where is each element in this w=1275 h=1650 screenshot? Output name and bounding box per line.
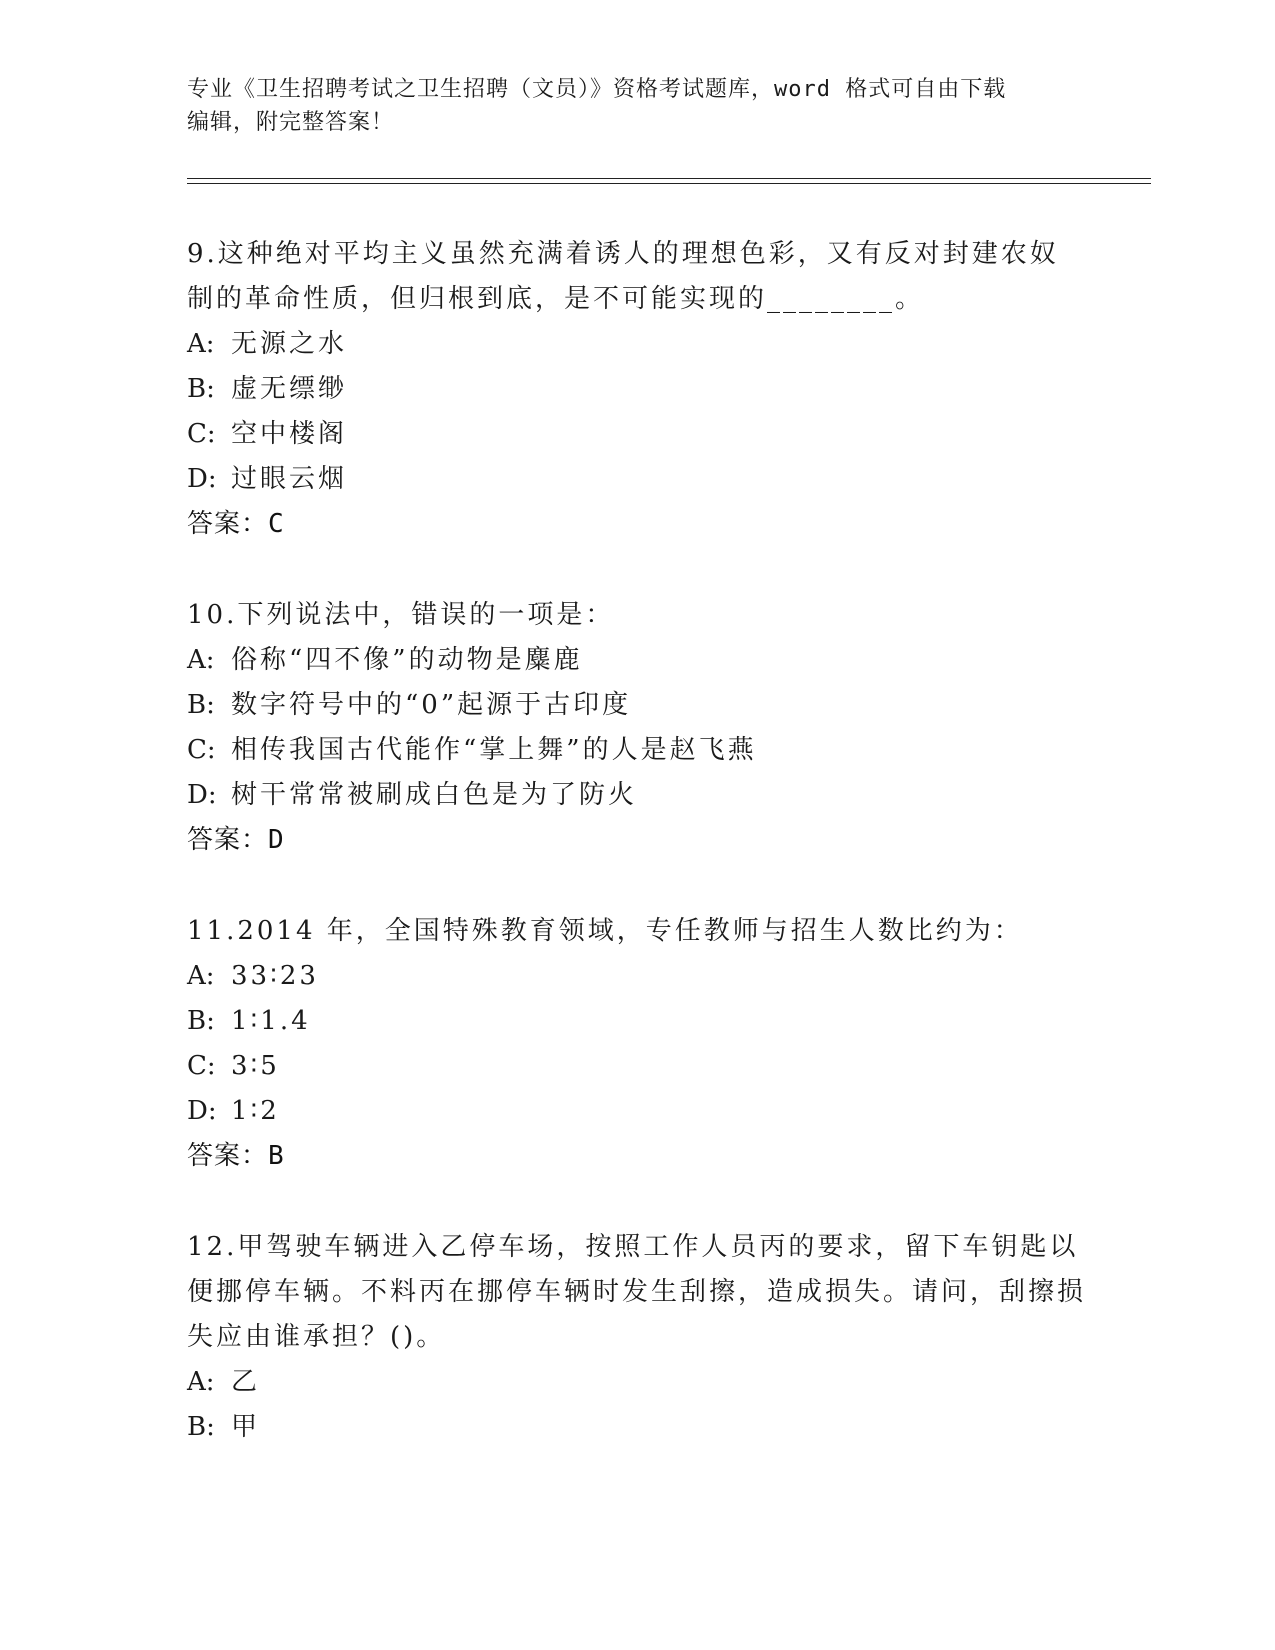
option-b bbox=[187, 683, 1087, 728]
question-text: 11.2014 年，全国特殊教育领域，专任教师与招生人数比约为： bbox=[187, 916, 1023, 946]
option-text: 相传我国古代能作“掌上舞”的人是赵飞燕 bbox=[231, 735, 757, 765]
option-text: 数字符号中的“0”起源于古印度 bbox=[231, 690, 632, 720]
header-line-1: 专业《卫生招聘考试之卫生招聘（文员）》资格考试题库，word 格式可自由下载 bbox=[187, 77, 1007, 102]
option-a bbox=[187, 1360, 1087, 1405]
option-d bbox=[187, 773, 1087, 818]
option-key: A: bbox=[187, 329, 215, 359]
header-line-2: 编辑，附完整答案！ bbox=[187, 110, 395, 135]
question-9 bbox=[187, 232, 1087, 547]
option-key: C: bbox=[187, 735, 216, 765]
option-text: 无源之水 bbox=[231, 329, 348, 359]
option-text: 33∶23 bbox=[231, 961, 319, 991]
option-c bbox=[187, 412, 1087, 457]
option-text: 虚无缥缈 bbox=[231, 374, 348, 404]
option-text: 甲 bbox=[231, 1412, 261, 1442]
option-c bbox=[187, 1044, 1087, 1089]
option-b bbox=[187, 999, 1087, 1044]
option-key: D: bbox=[187, 780, 217, 810]
answer-line: 答案：C bbox=[187, 509, 285, 539]
option-key: A: bbox=[187, 645, 215, 675]
answer-line: 答案：D bbox=[187, 825, 285, 855]
option-a bbox=[187, 322, 1087, 367]
question-11 bbox=[187, 909, 1087, 1179]
option-key: B: bbox=[187, 1006, 215, 1036]
option-key: D: bbox=[187, 1096, 217, 1126]
option-text: 乙 bbox=[231, 1367, 261, 1397]
question-text: 12.甲驾驶车辆进入乙停车场，按照工作人员丙的要求，留下车钥匙以便挪停车辆。不料丙在挪停车辆时发生刮擦，造成损失。请问，刮擦损失应由谁承担？()。 bbox=[187, 1232, 1087, 1352]
option-key: B: bbox=[187, 374, 215, 404]
option-text: 空中楼阁 bbox=[231, 419, 348, 449]
document-header bbox=[187, 73, 1087, 139]
option-text: 俗称“四不像”的动物是麋鹿 bbox=[231, 645, 583, 675]
question-text: 10.下列说法中，错误的一项是： bbox=[187, 600, 615, 630]
option-text: 1∶1.4 bbox=[231, 1006, 311, 1036]
option-c bbox=[187, 728, 1087, 773]
question-10 bbox=[187, 593, 1087, 863]
option-text: 过眼云烟 bbox=[231, 464, 348, 494]
option-key: A: bbox=[187, 1367, 215, 1397]
header-divider-top bbox=[187, 178, 1151, 179]
option-b bbox=[187, 367, 1087, 412]
option-key: C: bbox=[187, 419, 216, 449]
option-a bbox=[187, 638, 1087, 683]
option-d bbox=[187, 457, 1087, 502]
header-divider-bottom bbox=[187, 183, 1151, 184]
answer-line: 答案：B bbox=[187, 1141, 285, 1171]
option-text: 3∶5 bbox=[231, 1051, 280, 1081]
option-key: A: bbox=[187, 961, 215, 991]
option-key: D: bbox=[187, 464, 217, 494]
option-d bbox=[187, 1089, 1087, 1134]
option-text: 树干常常被刷成白色是为了防火 bbox=[231, 780, 638, 810]
option-key: B: bbox=[187, 1412, 215, 1442]
option-text: 1∶2 bbox=[231, 1096, 280, 1126]
option-a bbox=[187, 954, 1087, 999]
option-key: C: bbox=[187, 1051, 216, 1081]
question-text: 9.这种绝对平均主义虽然充满着诱人的理想色彩，又有反对封建农奴制的革命性质，但归根到底，是不可能实现的________。 bbox=[187, 239, 1059, 314]
question-list bbox=[187, 232, 1087, 1496]
question-12 bbox=[187, 1225, 1087, 1450]
option-key: B: bbox=[187, 690, 215, 720]
option-b bbox=[187, 1405, 1087, 1450]
